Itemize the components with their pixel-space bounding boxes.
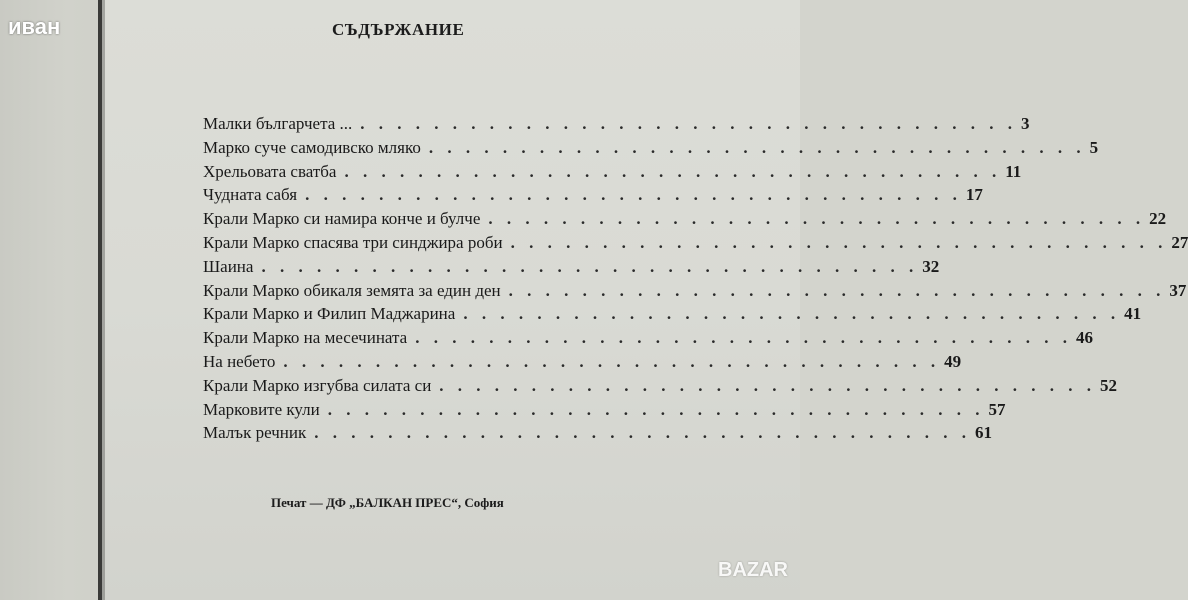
toc-entry-title: Малък речник bbox=[203, 423, 307, 443]
toc-page-number: 46 bbox=[1075, 328, 1093, 348]
toc-page-number: 57 bbox=[988, 399, 1006, 419]
toc-page-number: 49 bbox=[944, 351, 962, 371]
toc-entry-title: На небето bbox=[203, 351, 276, 371]
toc-entry-title: Крали Марко обикаля земята за един ден bbox=[203, 280, 501, 300]
toc-entry bbox=[203, 304, 1142, 328]
toc-entry bbox=[203, 328, 1093, 352]
toc-page-number: 17 bbox=[965, 185, 983, 205]
toc-dot-leader: . . . . . . . . . . . . . . . . . . . . . . . . . . . . . . . . . . . . bbox=[314, 423, 971, 443]
toc-entry-title: Крали Марко на месечината bbox=[203, 328, 408, 348]
toc-entry-title: Марко суче самодивско мляко bbox=[203, 137, 421, 157]
print-imprint: Печат — ДФ „БАЛКАН ПРЕС“, София bbox=[271, 495, 504, 510]
toc-dot-leader: . . . . . . . . . . . . . . . . . . . . . . . . . . . . . . . . . . . . bbox=[415, 328, 1072, 348]
toc-page-number: 41 bbox=[1124, 304, 1142, 324]
table-of-contents bbox=[203, 114, 1188, 447]
toc-dot-leader: . . . . . . . . . . . . . . . . . . . . . . . . . . . . . . . . . . . . bbox=[510, 232, 1168, 252]
page-title: СЪДЪРЖАНИЕ bbox=[332, 20, 465, 39]
toc-dot-leader: . . . . . . . . . . . . . . . . . . . . . . . . . . . . . . . . . . . . bbox=[488, 209, 1146, 229]
toc-dot-leader: . . . . . . . . . . . . . . . . . . . . . . . . . . . . . . . . . . . . bbox=[327, 399, 985, 419]
toc-entry bbox=[203, 114, 1030, 138]
toc-page-number: 3 bbox=[1021, 114, 1030, 133]
toc-entry bbox=[203, 375, 1118, 400]
toc-entry-title: Шаина bbox=[203, 256, 254, 276]
toc-entry-title: Чудната сабя bbox=[203, 185, 298, 205]
toc-entry bbox=[203, 399, 1006, 424]
page-border-shadow bbox=[102, 0, 105, 600]
toc-entry bbox=[203, 161, 1022, 186]
toc-dot-leader: . . . . . . . . . . . . . . . . . . . . . . . . . . . . . . . . . . . . bbox=[261, 256, 919, 276]
toc-entry bbox=[203, 185, 983, 209]
toc-dot-leader: . . . . . . . . . . . . . . . . . . . . . . . . . . . . . . . . . . . . bbox=[463, 304, 1121, 324]
toc-page-number: 5 bbox=[1089, 137, 1099, 157]
toc-dot-leader: . . . . . . . . . . . . . . . . . . . . . . . . . . . . . . . . . . . . bbox=[439, 375, 1097, 395]
toc-entry-title: Малки българчета ... bbox=[203, 114, 353, 133]
toc-entry-title: Крали Марко спасява три синджира роби bbox=[203, 232, 503, 252]
toc-entry bbox=[203, 351, 962, 376]
toc-dot-leader: . . . . . . . . . . . . . . . . . . . . . . . . . . . . . . . . . . . . bbox=[428, 137, 1086, 157]
toc-page-number: 37 bbox=[1169, 280, 1187, 300]
toc-entry-title: Крали Марко изгубва силата си bbox=[203, 375, 432, 395]
toc-page-number: 32 bbox=[922, 256, 940, 276]
toc-dot-leader: . . . . . . . . . . . . . . . . . . . . . . . . . . . . . . . . . . . . bbox=[344, 161, 1002, 181]
toc-entry-title: Хрельовата сватба bbox=[203, 161, 337, 181]
toc-page-number: 52 bbox=[1100, 375, 1118, 395]
toc-dot-leader: . . . . . . . . . . . . . . . . . . . . . . . . . . . . . . . . . . . . bbox=[360, 114, 1018, 133]
left-background bbox=[0, 0, 112, 600]
toc-dot-leader: . . . . . . . . . . . . . . . . . . . . . . . . . . . . . . . . . . . . bbox=[508, 280, 1166, 300]
user-watermark: иван bbox=[8, 14, 61, 39]
toc-page-number: 61 bbox=[974, 423, 992, 443]
site-logo: BAZAR bbox=[718, 559, 788, 581]
toc-entry-title: Крали Марко си намира конче и булче bbox=[203, 209, 481, 229]
toc-entry bbox=[203, 232, 1188, 257]
toc-entry-title: Марковите кули bbox=[203, 399, 320, 419]
toc-entry bbox=[203, 209, 1167, 233]
toc-page-number: 22 bbox=[1149, 209, 1167, 229]
toc-page-number: 11 bbox=[1005, 161, 1022, 181]
toc-entry bbox=[203, 423, 992, 447]
toc-dot-leader: . . . . . . . . . . . . . . . . . . . . . . . . . . . . . . . . . . . . bbox=[305, 185, 962, 205]
toc-entry-title: Крали Марко и Филип Маджарина bbox=[203, 304, 456, 324]
toc-entry bbox=[203, 256, 940, 281]
toc-page-number: 27 bbox=[1171, 232, 1188, 252]
toc-entry bbox=[203, 137, 1099, 162]
toc-entry bbox=[203, 280, 1187, 305]
toc-dot-leader: . . . . . . . . . . . . . . . . . . . . . . . . . . . . . . . . . . . . bbox=[283, 351, 941, 371]
